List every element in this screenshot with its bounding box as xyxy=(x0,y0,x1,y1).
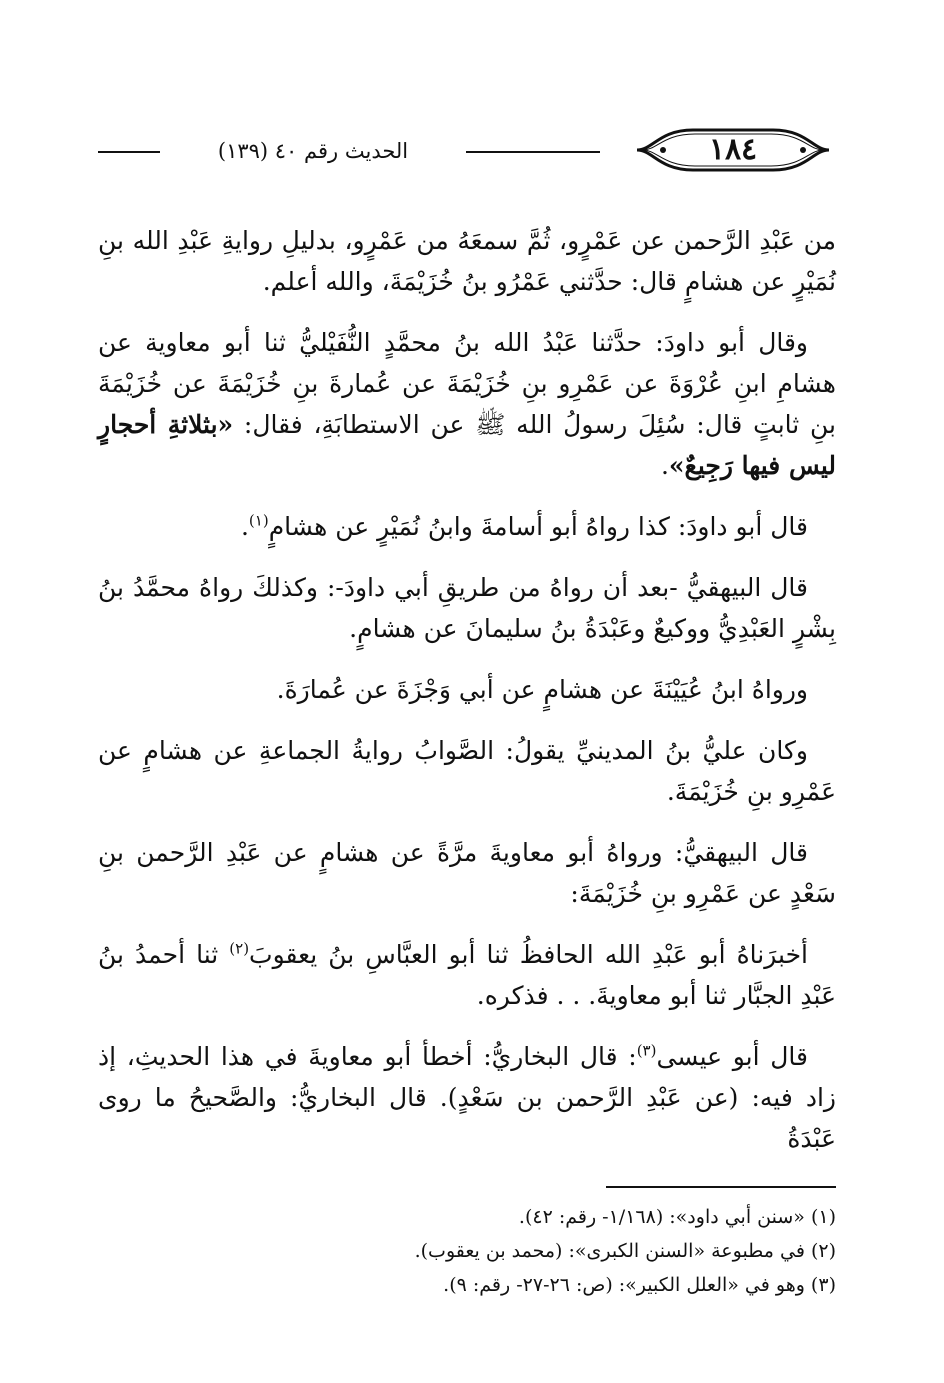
paragraph-7 xyxy=(98,832,836,914)
page-number-badge xyxy=(633,128,833,172)
footnote-1: (١) «سنن أبي داود»: (١/١٦٨- رقم: ٤٢). xyxy=(518,1206,836,1228)
page-header xyxy=(98,128,836,176)
footnote-3: (٣) وهو في «العلل الكبير»: (ص: ٢٦-٢٧- رقم: ٩). xyxy=(443,1274,836,1296)
paragraph-text: قال أبو داودَ: كذا رواهُ أبو أسامةَ وابنُ نُمَيْرٍ عن هشامٍ xyxy=(268,512,808,541)
paragraph-6 xyxy=(98,730,836,812)
paragraph-1 xyxy=(98,220,836,302)
paragraph-9 xyxy=(98,1036,836,1159)
paragraph-text: قال أبو عيسى xyxy=(656,1042,809,1071)
paragraph-text-end: . xyxy=(240,512,249,541)
footnote-2: (٢) في مطبوعة «السنن الكبرى»: (محمد بن يعقوب). xyxy=(414,1240,836,1262)
header-rule-left xyxy=(98,151,160,153)
paragraph-text: أخبرَناهُ أبو عَبْدِ الله الحافظُ ثنا أبو العبَّاسِ بنُ يعقوبَ xyxy=(249,940,808,969)
running-title: الحديث رقم ٤٠ (١٣٩) xyxy=(217,139,409,163)
paragraph-text-end: : قال البخاريُّ: أخطأ أبو معاويةَ في هذا الحديثِ، إذ زاد فيه: (عن عَبْدِ الرَّحمن بن سَعْدٍ). قال البخاريُّ: والصَّحيحُ ما روى عَبْدَةُ xyxy=(98,1042,836,1153)
paragraph-5 xyxy=(98,669,836,710)
footnote-separator xyxy=(606,1186,836,1188)
paragraph-text: وكان عليُّ بنُ المدينيِّ يقولُ: الصَّوابُ روايةُ الجماعةِ عن هشامٍ عن عَمْرِو بنِ خُزَيْمَةَ. xyxy=(98,736,836,806)
paragraph-text: وقال أبو داودَ: حدَّثنا عَبْدُ الله بنُ محمَّدٍ النُّفَيْليُّ ثنا أبو معاوية عن هشامِ ابنِ عُرْوَةَ عن عَمْرِو بنِ خُزَيْمَةَ عن عُمارةَ بنِ خُزَيْمَةَ عن خُزَيْمَةَ بنِ ثابتٍ قال: سُئِلَ رسولُ الله ﷺ عن الاستطابَةِ، فقال: xyxy=(98,328,836,439)
paragraph-4 xyxy=(98,567,836,649)
header-rule-middle xyxy=(466,151,600,153)
main-text xyxy=(98,220,836,1179)
paragraph-text-end: ثنا أحمدُ بنُ عَبْدِ الجبَّار ثنا أبو معاويةَ. . . فذكره. xyxy=(98,940,836,1010)
footnote-ref-1: (١) xyxy=(248,511,269,530)
paragraph-text: قال البيهقيُّ -بعد أن رواهُ من طريقِ أبي داودَ-: وكذلكَ رواهُ محمَّدُ بنُ بِشْرٍ العَبْدِيُّ ووكيعٌ وعَبْدَةُ بنُ سليمانَ عن هشامٍ. xyxy=(98,573,836,643)
paragraph-text: من عَبْدِ الرَّحمن عن عَمْرٍو، ثُمَّ سمعَهُ من عَمْرٍو، بدليلِ روايةِ عَبْدِ الله بنِ نُمَيْرٍ عن هشامٍ قال: حدَّثني عَمْرُو بنُ خُزَيْمَةَ، والله أعلم. xyxy=(98,226,836,296)
footnote-ref-2: (٢) xyxy=(229,939,250,958)
page-number: ١٨٤ xyxy=(708,132,758,167)
hadith-quote: «بثلاثةِ أحجارٍ ليس فيها رَجِيعٌ» xyxy=(98,410,836,480)
paragraph-text-end: . xyxy=(660,451,669,480)
paragraph-2 xyxy=(98,322,836,486)
paragraph-8 xyxy=(98,934,836,1016)
footnote-ref-3: (٣) xyxy=(636,1041,657,1060)
footnotes xyxy=(196,1200,836,1302)
paragraph-text: ورواهُ ابنُ عُيَيْنَةَ عن هشامٍ عن أبي وَجْزَةَ عن عُمارَةَ. xyxy=(276,675,808,704)
paragraph-3 xyxy=(98,506,836,547)
paragraph-text: قال البيهقيُّ: ورواهُ أبو معاويةَ مرَّةً عن هشامٍ عن عَبْدِ الرَّحمن بنِ سَعْدٍ عن عَمْرِو بنِ خُزَيْمَةَ: xyxy=(98,838,836,908)
